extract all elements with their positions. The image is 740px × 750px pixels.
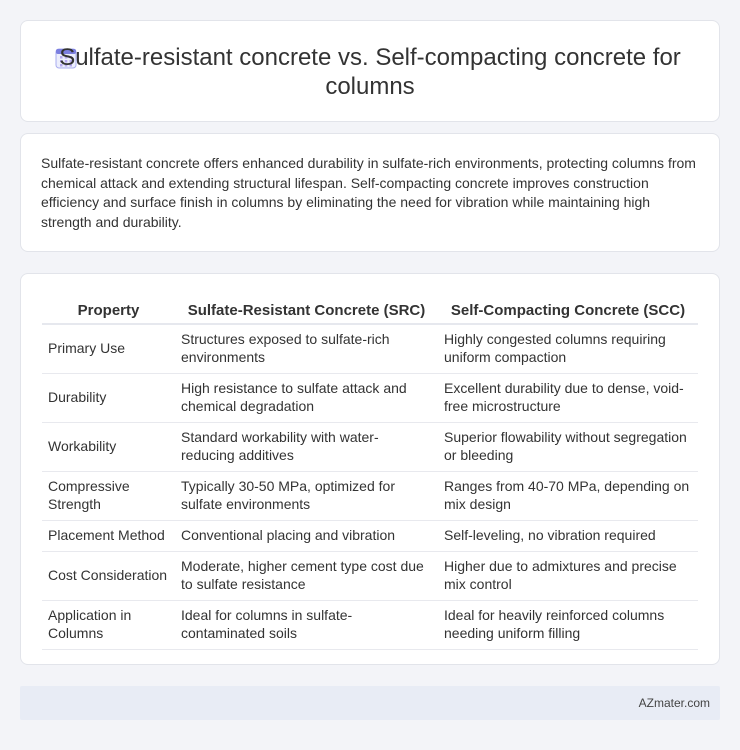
footer-bar (20, 686, 720, 720)
row-scc-value: Excellent durability due to dense, void-free microstructure (438, 373, 698, 422)
footer-brand: AZmater.com (638, 696, 710, 710)
row-property: Placement Method (42, 520, 175, 551)
row-scc-value: Higher due to admixtures and precise mix control (438, 551, 698, 600)
header-scc: Self-Compacting Concrete (SCC) (438, 294, 698, 324)
table-row (42, 600, 698, 649)
row-property: Workability (42, 422, 175, 471)
row-property: Application in Columns (42, 600, 175, 649)
row-src-value: Conventional placing and vibration (175, 520, 438, 551)
row-src-value: Ideal for columns in sulfate-contaminated soils (175, 600, 438, 649)
table-row (42, 520, 698, 551)
row-scc-value: Ranges from 40-70 MPa, depending on mix design (438, 471, 698, 520)
table-row (42, 551, 698, 600)
summary-card (20, 133, 720, 252)
row-src-value: High resistance to sulfate attack and chemical degradation (175, 373, 438, 422)
row-src-value: Standard workability with water-reducing additives (175, 422, 438, 471)
row-src-value: Structures exposed to sulfate-rich environments (175, 324, 438, 373)
row-src-value: Moderate, higher cement type cost due to sulfate resistance (175, 551, 438, 600)
row-src-value: Typically 30-50 MPa, optimized for sulfate environments (175, 471, 438, 520)
page-title: Sulfate-resistant concrete vs. Self-compacting concrete for columns (59, 44, 681, 100)
table-row (42, 422, 698, 471)
summary-text: Sulfate-resistant concrete offers enhanced durability in sulfate-rich environments, protecting columns from chemical attack and extending structural lifespan. Self-compacting concrete improves construction efficiency and surface finish in columns by eliminating the need for vibration while maintaining high strength and durability. (41, 155, 696, 230)
row-property: Cost Consideration (42, 551, 175, 600)
comparison-table (42, 294, 698, 650)
table-header-row (42, 294, 698, 324)
row-property: Compressive Strength (42, 471, 175, 520)
title-card (20, 20, 720, 122)
row-property: Primary Use (42, 324, 175, 373)
table-row (42, 471, 698, 520)
table-row (42, 324, 698, 373)
comparison-table-card (20, 273, 720, 665)
header-src: Sulfate-Resistant Concrete (SRC) (175, 294, 438, 324)
row-property: Durability (42, 373, 175, 422)
table-row (42, 373, 698, 422)
row-scc-value: Superior flowability without segregation or bleeding (438, 422, 698, 471)
row-scc-value: Ideal for heavily reinforced columns needing uniform filling (438, 600, 698, 649)
row-scc-value: Highly congested columns requiring uniform compaction (438, 324, 698, 373)
header-property: Property (42, 294, 175, 324)
row-scc-value: Self-leveling, no vibration required (438, 520, 698, 551)
